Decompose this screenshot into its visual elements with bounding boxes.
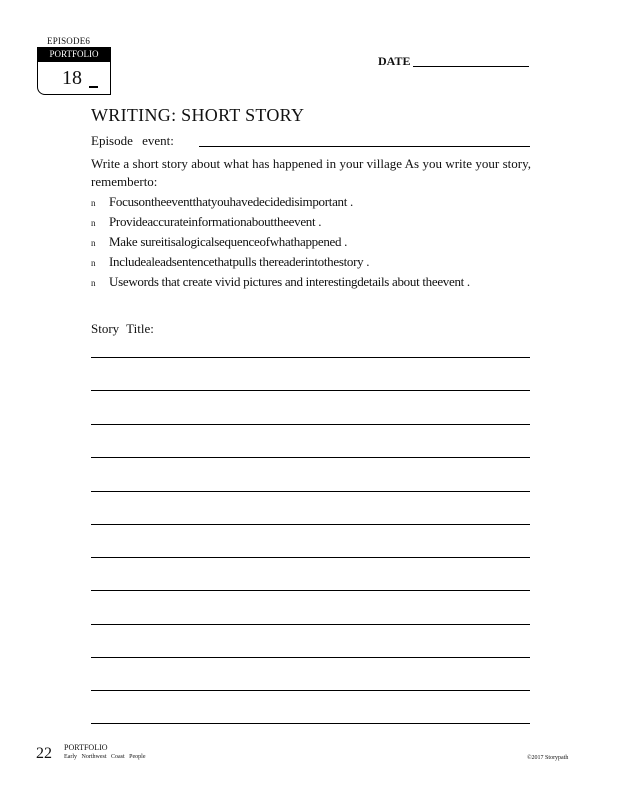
bullet-icon: n: [91, 238, 96, 248]
bullet-icon: n: [91, 258, 96, 268]
writing-line[interactable]: [91, 390, 530, 391]
writing-line[interactable]: [91, 590, 530, 591]
checklist: [91, 193, 531, 293]
writing-line[interactable]: [91, 723, 530, 724]
portfolio-number-underscore: [89, 86, 98, 88]
checklist-item: [91, 253, 531, 271]
checklist-item-text: Make sureitisalogicalsequenceofwhathappened .: [109, 234, 348, 249]
bullet-icon: n: [91, 198, 96, 208]
episode-label: EPISODE6: [47, 36, 91, 46]
bullet-icon: n: [91, 218, 96, 228]
episode-event-label: Episode event:: [91, 133, 174, 148]
checklist-item-text: Usewords that create vivid pictures and interestingdetails about theevent .: [109, 274, 470, 289]
writing-line[interactable]: [91, 491, 530, 492]
checklist-item: [91, 213, 531, 231]
writing-line[interactable]: [91, 357, 530, 358]
date-label: DATE: [378, 54, 411, 68]
writing-line[interactable]: [91, 557, 530, 558]
checklist-item-text: Includealeadsentencethatpulls thereaderintothestory .: [109, 254, 370, 269]
checklist-item: [91, 193, 531, 211]
copyright: ©2017 Storypath: [527, 755, 569, 761]
writing-line[interactable]: [91, 657, 530, 658]
checklist-item-text: Provideaccurateinformationabouttheevent .: [109, 214, 322, 229]
footer-subtitle: Early Northwest Coast People: [64, 754, 146, 760]
checklist-item: [91, 233, 531, 251]
portfolio-number: 18: [62, 67, 82, 89]
portfolio-badge-tab: PORTFOLIO: [37, 47, 111, 62]
page-title: WRITING: SHORT STORY: [91, 105, 305, 125]
story-title-label: Story Title:: [91, 321, 154, 336]
page-number: 22: [36, 745, 52, 762]
checklist-item-text: Focusontheeventthatyouhavedecidedisimportant .: [109, 194, 353, 209]
episode-event-field-line[interactable]: [199, 146, 530, 147]
writing-line[interactable]: [91, 457, 530, 458]
writing-line[interactable]: [91, 424, 530, 425]
bullet-icon: n: [91, 278, 96, 288]
writing-line[interactable]: [91, 690, 530, 691]
footer-portfolio: PORTFOLIO: [64, 743, 108, 752]
checklist-item: [91, 273, 531, 291]
writing-line[interactable]: [91, 524, 530, 525]
portfolio-badge: [37, 47, 111, 95]
date-field-line[interactable]: [413, 66, 529, 67]
instructions-text: Write a short story about what has happened in your village As you write your story, rememberto:: [91, 156, 531, 189]
writing-line[interactable]: [91, 624, 530, 625]
